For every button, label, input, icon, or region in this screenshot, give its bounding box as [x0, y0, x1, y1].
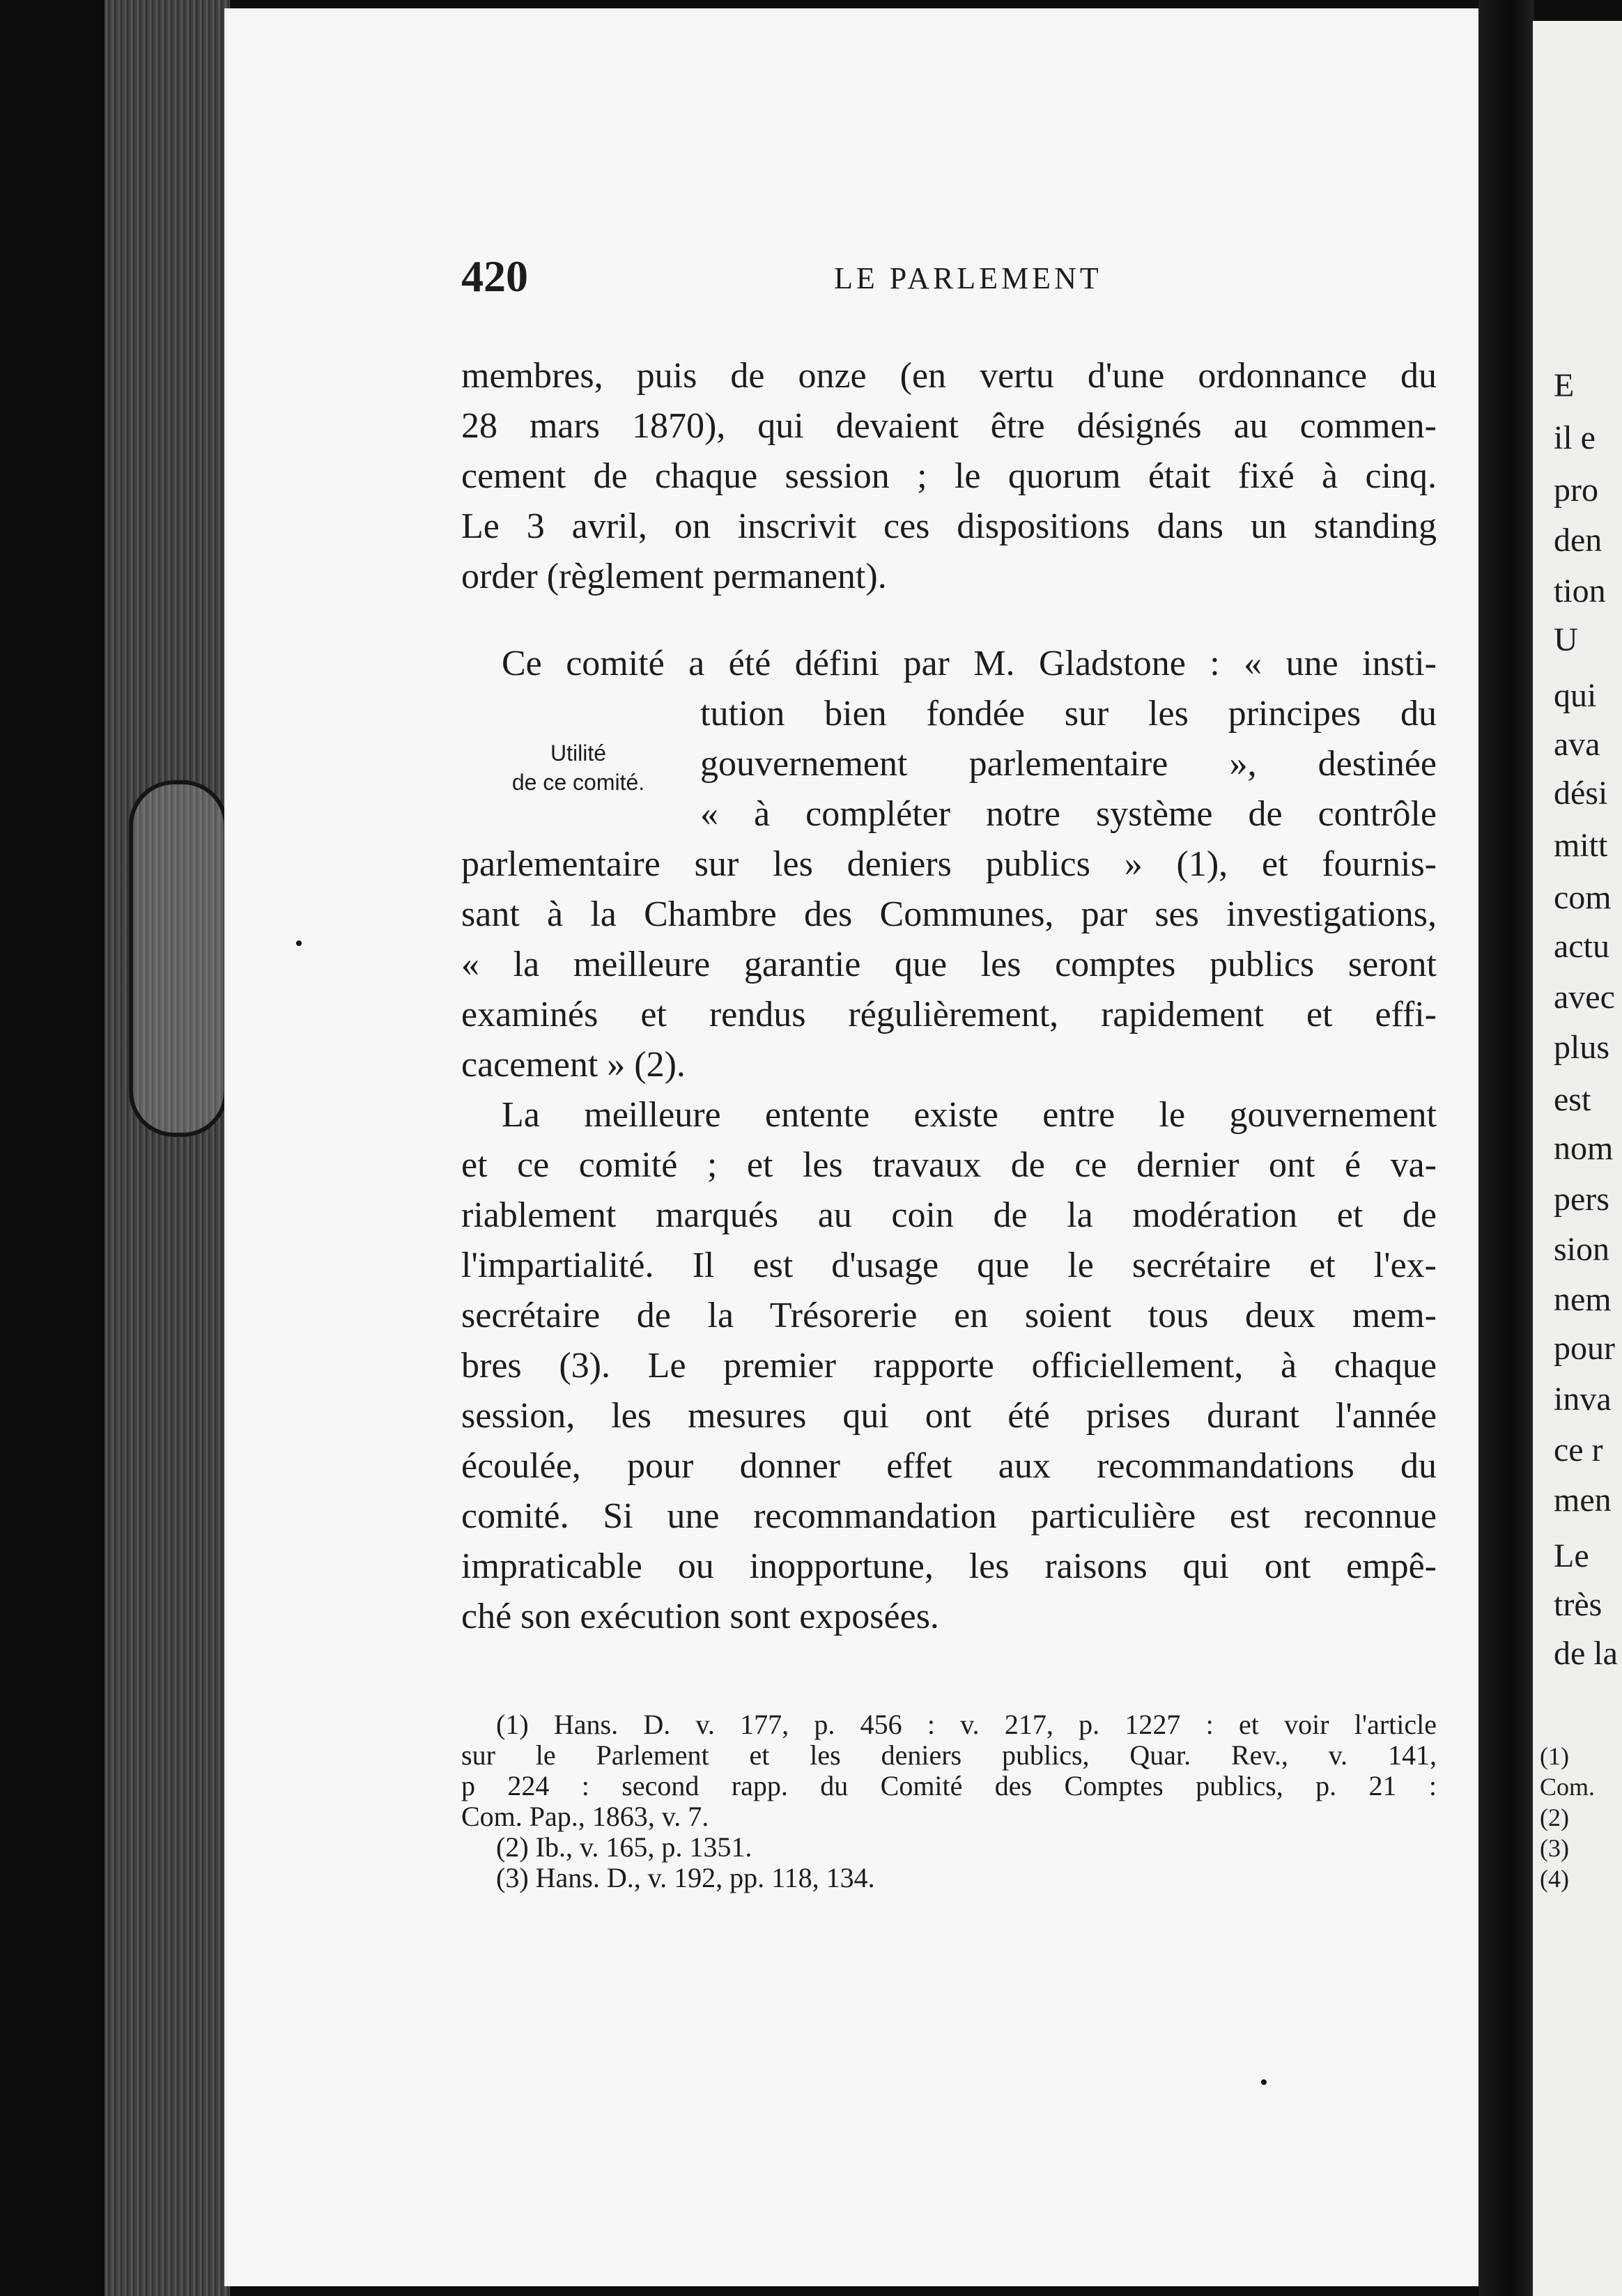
text-line: bres (3). Le premier rapporte officiellement, à chaque — [461, 1346, 1437, 1386]
facing-page-footnote-fragment: (4) — [1540, 1865, 1569, 1893]
text-line: 28 mars 1870), qui devaient être désignés au commen- — [461, 406, 1437, 446]
facing-page-fragment: plus — [1554, 1029, 1610, 1066]
facing-page-fragment: den — [1554, 522, 1602, 559]
text-line: « à compléter notre système de contrôle — [700, 794, 1437, 834]
facing-page-fragment: tion — [1554, 573, 1606, 610]
facing-page-fragment: pour — [1554, 1330, 1615, 1367]
book-spine — [105, 0, 230, 2296]
footnote-line: (3) Hans. D., v. 192, pp. 118, 134. — [496, 1862, 875, 1893]
text-line: sant à la Chambre des Communes, par ses investigations, — [461, 894, 1437, 934]
text-line: cement de chaque session ; le quorum était fixé à cinq. — [461, 456, 1437, 496]
facing-page-footnote-fragment: (1) — [1540, 1742, 1569, 1770]
text-line: l'impartialité. Il est d'usage que le secrétaire et l'ex- — [461, 1246, 1437, 1285]
facing-page-fragment: pro — [1554, 472, 1598, 509]
facing-page-edge — [1533, 21, 1622, 2296]
footnote-line: p 224 : second rapp. du Comité des Comptes publics, p. 21 : — [461, 1770, 1437, 1801]
facing-page-fragment: nom — [1554, 1130, 1614, 1167]
text-line: comité. Si une recommandation particulière est reconnue — [461, 1496, 1437, 1536]
library-stamp — [129, 780, 228, 1137]
page-gutter — [1478, 0, 1534, 2296]
text-line: impraticable ou inopportune, les raisons qui ont empê- — [461, 1546, 1437, 1586]
margin-note-line: de ce comité. — [511, 770, 645, 795]
facing-page-fragment: actu — [1554, 928, 1609, 965]
facing-page-fragment: est — [1554, 1081, 1591, 1118]
footnote-line: Com. Pap., 1863, v. 7. — [461, 1801, 709, 1832]
facing-page-fragment: ce r — [1554, 1432, 1603, 1468]
footnote-line: (2) Ib., v. 165, p. 1351. — [496, 1831, 752, 1863]
text-line: gouvernement parlementaire », destinée — [700, 744, 1437, 784]
facing-page-fragment: U — [1554, 621, 1578, 658]
facing-page-fragment: nem — [1554, 1281, 1612, 1318]
text-line: parlementaire sur les deniers publics » (1), et fournis- — [461, 844, 1437, 884]
facing-page-fragment: il e — [1554, 419, 1596, 456]
text-line: et ce comité ; et les travaux de ce dernier ont é va- — [461, 1145, 1437, 1185]
text-line: membres, puis de onze (en vertu d'une ordonnance du — [461, 356, 1437, 396]
text-line: examinés et rendus régulièrement, rapidement et effi- — [461, 995, 1437, 1034]
text-line: order (règlement permanent). — [461, 557, 887, 596]
text-line: ché son exécution sont exposées. — [461, 1597, 939, 1636]
facing-page-footnote-fragment: (3) — [1540, 1834, 1569, 1862]
text-line: La meilleure entente existe entre le gouvernement — [502, 1095, 1437, 1135]
speck — [296, 940, 302, 946]
margin-note-line: Utilité — [550, 740, 606, 766]
facing-page-fragment: de la — [1554, 1635, 1618, 1672]
text-line: écoulée, pour donner effet aux recommandations du — [461, 1446, 1437, 1486]
facing-page-fragment: com — [1554, 879, 1612, 916]
facing-page-fragment: men — [1554, 1482, 1612, 1519]
facing-page-fragment: très — [1554, 1586, 1602, 1623]
page-number: 420 — [461, 251, 528, 301]
speck — [1261, 2079, 1267, 2085]
facing-page-fragment: inva — [1554, 1381, 1612, 1418]
facing-page-fragment: avec — [1554, 979, 1615, 1016]
text-line: tution bien fondée sur les principes du — [700, 694, 1437, 734]
facing-page-fragment: dési — [1554, 775, 1608, 812]
footnote-line: sur le Parlement et les deniers publics, Quar. Rev., v. 141, — [461, 1739, 1437, 1771]
facing-page-fragment: qui — [1554, 677, 1597, 714]
facing-page-fragment: mitt — [1554, 827, 1608, 864]
text-line: Le 3 avril, on inscrivit ces dispositions dans un standing — [461, 506, 1437, 546]
text-line: cacement » (2). — [461, 1045, 686, 1085]
facing-page-fragment: pers — [1554, 1181, 1609, 1218]
facing-page-footnote-fragment: (2) — [1540, 1804, 1569, 1831]
footnote-line: (1) Hans. D. v. 177, p. 456 : v. 217, p. 1227 : et voir l'article — [496, 1709, 1437, 1740]
text-line: secrétaire de la Trésorerie en soient tous deux mem- — [461, 1296, 1437, 1335]
text-line: riablement marqués au coin de la modération et de — [461, 1195, 1437, 1235]
facing-page-fragment: sion — [1554, 1231, 1610, 1268]
running-header — [461, 251, 1437, 307]
text-line: Ce comité a été défini par M. Gladstone : « une insti- — [502, 644, 1437, 683]
text-line: session, les mesures qui ont été prises durant l'année — [461, 1396, 1437, 1436]
facing-page-fragment: E — [1554, 367, 1575, 404]
facing-page-fragment: Le — [1554, 1537, 1589, 1574]
running-title: LE PARLEMENT — [834, 261, 1102, 295]
margin-note — [488, 738, 669, 797]
facing-page-fragment: ava — [1554, 726, 1600, 763]
text-line: « la meilleure garantie que les comptes publics seront — [461, 945, 1437, 984]
facing-page-footnote-fragment: Com. — [1540, 1773, 1596, 1801]
